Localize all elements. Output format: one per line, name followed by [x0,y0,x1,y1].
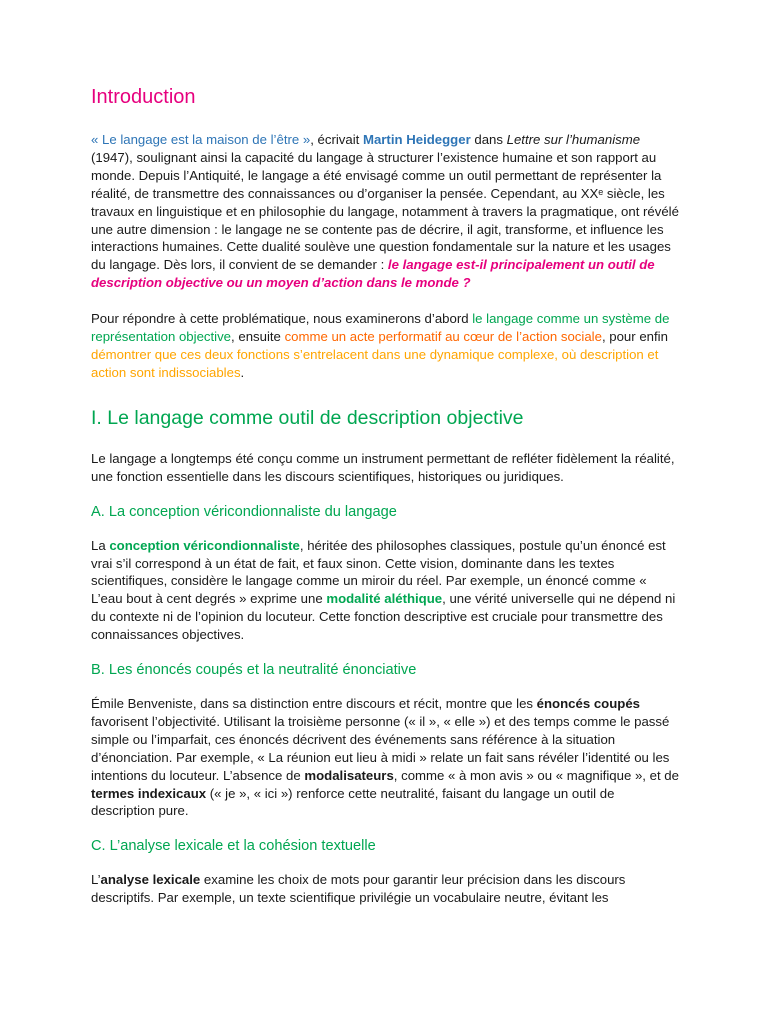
problematique-question: le langage est-il principalement un outil de description objective ou un moyen d’action dans le monde ? [91,257,655,291]
section-b-heading: B. Les énoncés coupés et la neutralité énonciative [91,662,417,679]
keyword-termes-indexicaux: termes indexicaux [91,785,207,801]
keyword-modalisateurs: modalisateurs [304,767,394,783]
axis-1: le langage comme un système de représentation objective [91,311,670,345]
section-c-paragraph: L’analyse lexicale examine les choix de mots pour garantir leur précision dans les discours descriptifs. Par exemple, un texte scientifique privilégie un vocabulaire neutre, évitant les [91,872,626,906]
work-title: Lettre sur l’humanisme [506,132,641,147]
intro-paragraph-1: « Le langage est la maison de l’être », écrivait Martin Heidegger dans Lettre sur l’humanisme (1947), soulignant ainsi la capacité du langage à structurer l’existence humaine et son rapport au monde. Depuis l’Antiquité, le langage a été envisagé comme un outil permettant de représenter la réalité, de transmettre des connaissances ou d’organiser la pensée. Cependant, au XXᵉ siècle, les travaux en linguistique et en philosophie du langage, notamment à travers la pragmatique, ont révélé une autre dimension : le langage ne se contente pas de décrire, il agit, transforme, et influence les interactions humaines. Cette dualité soulève une question fondamentale sur la nature et les usages du langage. Dès lors, il convient de se demander : le langage est-il principalement un outil de description objective ou un moyen d’action dans le monde ? [91,132,679,291]
author-name: Martin Heidegger [362,132,471,147]
keyword-modalite: modalité aléthique [326,591,443,607]
section-a-heading: A. La conception véricondionnaliste du langage [91,503,397,520]
section-b-paragraph: Émile Benveniste, dans sa distinction entre discours et récit, montre que les énoncés coupés favorisent l’objectivité. Utilisant la troisième personne (« il », « elle ») et des temps comme le passé simple ou l’imparfait, ces énoncés décrivent des événements sans référence à la situation d’énonciation. Par exemple, « La réunion eut lieu à midi » relate un fait sans révéler l’identité ou les intentions du locuteur. L’absence de modalisateurs, comme « à mon avis » ou « magnifique », et de termes indexicaux (« je », « ici ») renforce cette neutralité, faisant du langage un outil de description pure. [91,696,679,819]
axis-3: démontrer que ces deux fonctions s’entrelacent dans une dynamique complexe, où description et action sont indissociables [91,346,659,380]
keyword-enonces-coupes: énoncés coupés [536,696,641,712]
keyword-analyse-lexicale: analyse lexicale [100,872,201,888]
part-1-lead-paragraph: Le langage a longtemps été conçu comme un instrument permettant de refléter fidèlement la réalité, une fonction essentielle dans les discours scientifiques, historiques ou juridiques. [91,450,675,484]
introduction-heading: Introduction [91,86,196,108]
part-1-heading: I. Le langage comme outil de description objective [91,406,524,429]
axis-2: comme un acte performatif au cœur de l’action sociale [284,329,602,345]
intro-paragraph-2: Pour répondre à cette problématique, nous examinerons d’abord le langage comme un système de représentation objective, ensuite comme un acte performatif au cœur de l’action sociale, pour enfin démontrer que ces deux fonctions s’entrelacent dans une dynamique complexe, où description et action sont indissociables. [91,311,670,380]
section-c-heading: C. L’analyse lexicale et la cohésion textuelle [91,838,376,855]
keyword-conception: conception véricondionnaliste [109,537,300,553]
document-body [91,86,679,925]
section-a-paragraph: La conception véricondionnaliste, héritée des philosophes classiques, postule qu’un énoncé est vrai s’il correspond à un état de fait, et faux sinon. Cette vision, dominante dans les textes scientifiques, considère le langage comme un miroir du réel. Par exemple, un énoncé comme « L’eau bout à cent degrés » exprime une modalité aléthique, une vérité universelle qui ne dépend ni du contexte ni de l’opinion du locuteur. Cette fonction descriptive est cruciale pour transmettre des connaissances objectives. [91,537,676,643]
heidegger-quote: « Le langage est la maison de l’être » [91,132,311,147]
